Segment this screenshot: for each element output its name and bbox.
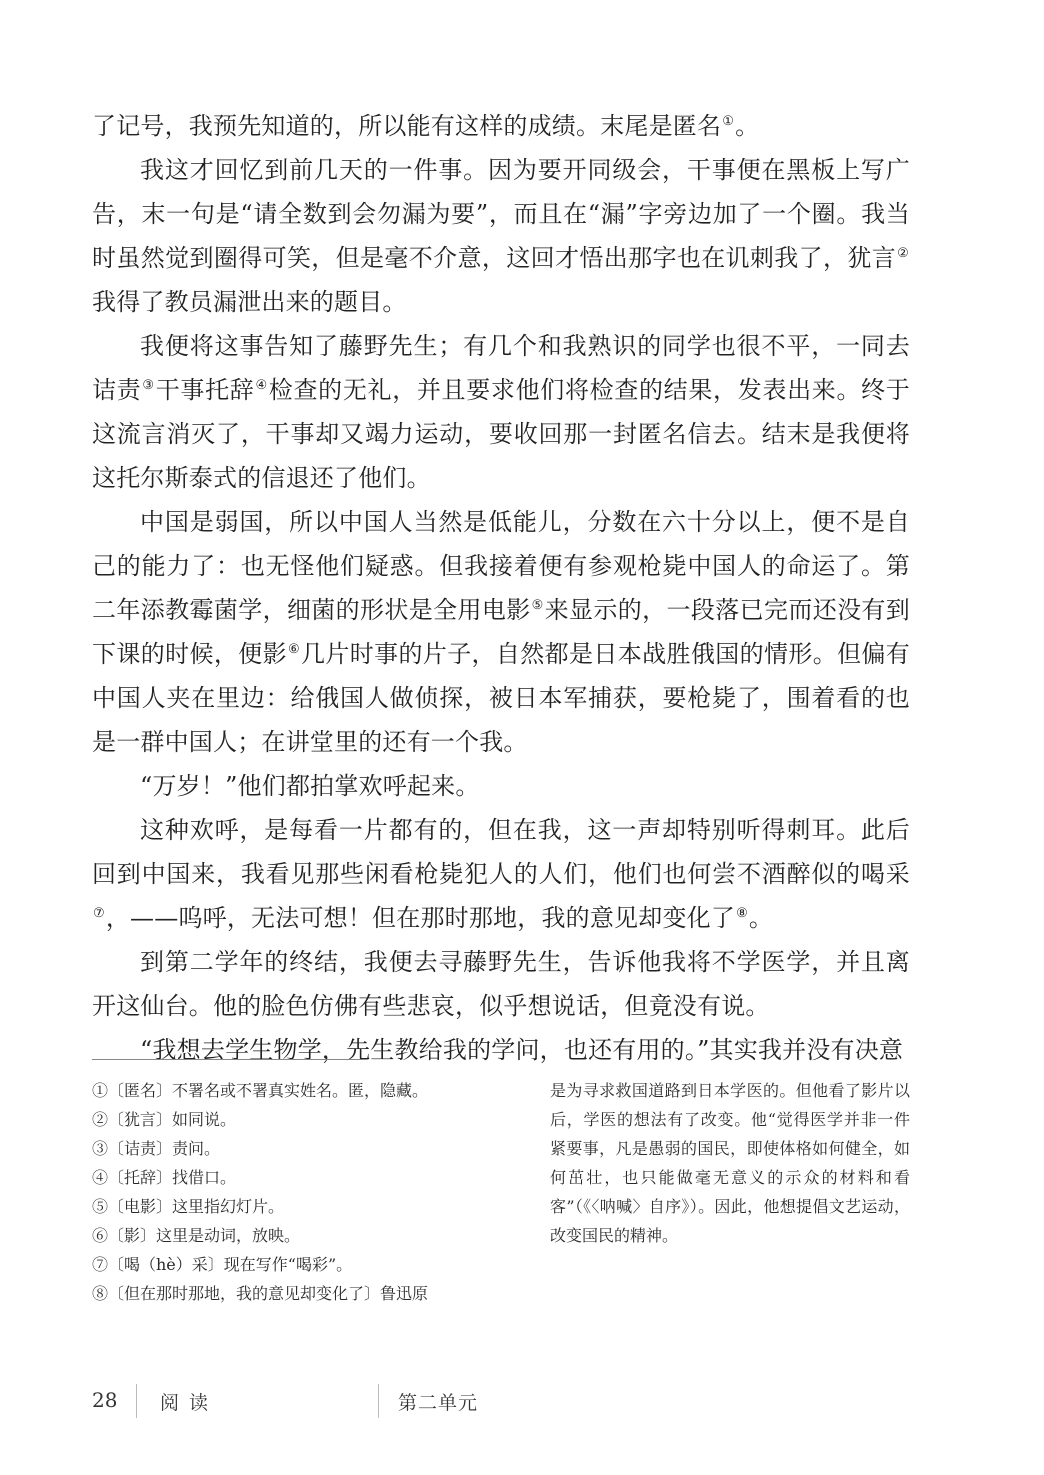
footnote-ref: ⑤ [531,598,544,613]
footnote-4: ④〔托辞〕找借口。 [92,1168,237,1187]
text-run: 。 [748,904,774,932]
footnote-ref: ② [897,246,909,261]
paragraph-6 [92,808,910,940]
paragraph-5: “万岁！”他们都拍掌欢呼起来。 [140,772,480,800]
paragraph-7: 到第二学年的终结，我便去寻藤野先生，告诉他我将不学医学，并且离开这仙台。他的脸色仿佛有些悲哀，似乎想说话，但竟没有说。 [92,948,910,1020]
text-run: 几片时事的片子，自然都是日本战胜俄国的情形。但偏有中国人夹在里边：给俄国人做侦探，被日本军捕获，要枪毙了，围着看的也是一群中国人；在讲堂里的还有一个我。 [92,640,911,756]
text-run: 我便将这事告知了藤野先生；有几个和我熟识的同学也很不平，一同去诘责 [92,332,910,404]
text-run: ，——呜呼，无法可想！但在那时那地，我的意见却变化了 [105,904,736,932]
footnote-8: ⑧〔但在那时那地，我的意见却变化了〕鲁迅原 [92,1284,429,1303]
footnote-ref: ⑧ [736,906,748,921]
text-run: 中国是弱国，所以中国人当然是低能儿，分数在六十分以上，便不是自己的能力了：也无怪他们疑惑。但我接着便有参观枪毙中国人的命运了。第二年添教霉菌学，细菌的形状是全用电影 [92,508,910,624]
footnote-1: ①〔匿名〕不署名或不署真实姓名。匿，隐藏。 [92,1081,429,1100]
page-number: 28 [92,1388,118,1412]
footer-divider [136,1384,137,1418]
text-run: 我这才回忆到前几天的一件事。因为要开同级会，干事便在黑板上写广告，末一句是“请全数到会勿漏为要”，而且在“漏”字旁边加了一个圈。我当时虽然觉到圈得可笑，但是毫不介意，这回才悟出那字也在讥刺我了，犹言 [92,156,910,272]
footer-divider [378,1384,379,1418]
footnote-ref: ⑦ [93,906,105,921]
text-run: 来显示的，一段落已完而还没有到下课的时候，便影 [92,596,911,668]
paragraph-2 [92,148,910,324]
paragraph-1: 了记号，我预先知道的，所以能有这样的成绩。末尾是匿名①。 [92,112,760,140]
main-text [92,104,910,1072]
footnote-6: ⑥〔影〕这里是动词，放映。 [92,1226,301,1245]
footnote-ref: ① [722,114,735,129]
text-run: 干事托辞 [155,376,255,404]
paragraph-4 [92,500,910,764]
unit-name: 第二单元 [398,1392,479,1414]
footnote-5: ⑤〔电影〕这里指幻灯片。 [92,1197,285,1216]
footnote-divider [92,1059,362,1060]
footnote-3: ③〔诘责〕责问。 [92,1139,221,1158]
footnotes-left-column [92,1076,512,1308]
book-section-name: 阅读 [160,1392,219,1414]
footnote-7: ⑦〔喝（hè）采〕现在写作“喝彩”。 [92,1255,353,1274]
text-run: 我得了教员漏泄出来的题目。 [92,288,407,316]
footnote-8-continuation: 是为寻求救国道路到日本学医的。但他看了影片以后，学医的想法有了改变。他“觉得医学并非一件紧要事，凡是愚弱的国民，即使体格如何健全，如何茁壮，也只能做毫无意义的示众的材料和看客”（《〈呐喊〉自序》）。因此，他想提倡文艺运动，改变国民的精神。 [550,1081,910,1245]
page-footer [0,1382,1044,1422]
footnote-ref: ④ [255,378,268,393]
text-run: 这种欢呼，是每看一片都有的，但在我，这一声却特别听得刺耳。此后回到中国来，我看见那些闲看枪毙犯人的人们，他们也何尝不酒醉似的喝采 [92,816,910,888]
paragraph-8: “我想去学生物学，先生教给我的学问，也还有用的。”其实我并没有决意 [140,1036,904,1064]
footnote-2: ②〔犹言〕如同说。 [92,1110,237,1129]
text-run: 检查的无礼，并且要求他们将检查的结果，发表出来。终于这流言消灭了，干事却又竭力运动，要收回那一封匿名信去。结末是我便将这托尔斯泰式的信退还了他们。 [92,376,911,492]
footnote-ref: ⑥ [287,642,300,657]
footnote-ref: ③ [142,378,155,393]
paragraph-3 [92,324,910,500]
